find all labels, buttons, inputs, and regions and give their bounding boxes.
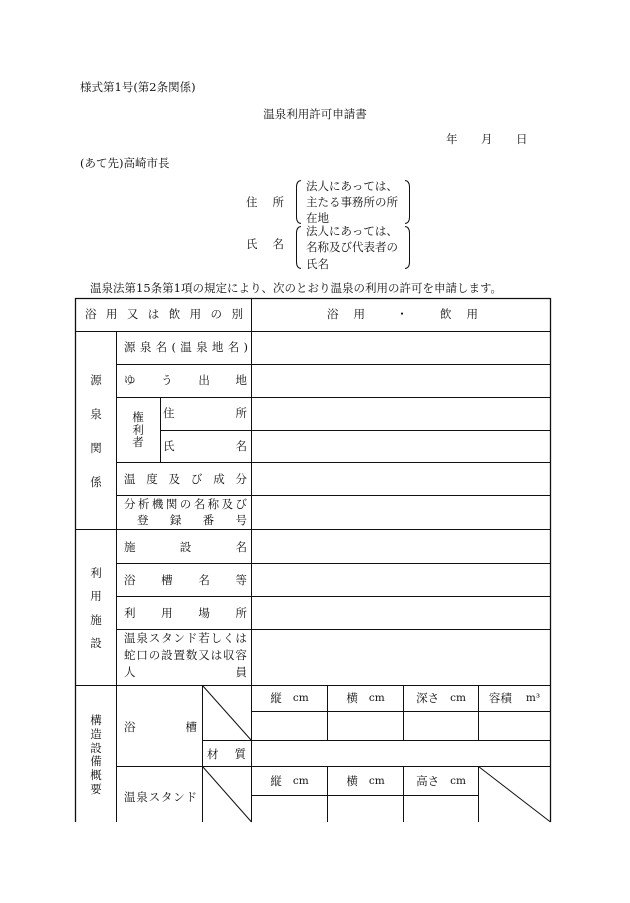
- col-label: 横: [346, 691, 358, 705]
- col-label: 容積: [488, 691, 512, 705]
- right-holder-label: 権 利 者: [132, 410, 144, 449]
- right-holder-name-label: 氏 名: [163, 439, 247, 453]
- stand-col-width: [328, 775, 403, 787]
- date-year-label: 年: [446, 132, 458, 146]
- col-unit: cm: [292, 775, 309, 787]
- applicant-name-label: 氏 名: [246, 237, 284, 251]
- usage-option-separator: ・: [396, 307, 408, 321]
- col-label: 縦: [270, 774, 282, 788]
- facility-name-label: 施 設 名: [124, 540, 247, 554]
- col-unit: cm: [450, 775, 466, 787]
- diagonal-slash-lines: [203, 686, 551, 823]
- section-label-structure: 構 造 設 備 概 要: [90, 713, 102, 796]
- name-note-line-2: 名称及び代表者の: [306, 240, 398, 254]
- address-note-line-1: 法人にあっては、: [306, 179, 398, 193]
- intro-sentence: 温泉法第15条第1項の規定により、次のとおり温泉の利用の許可を申請します。: [90, 281, 503, 295]
- col-label: 高さ: [416, 774, 440, 788]
- col-unit: cm: [368, 692, 385, 704]
- col-label: 深さ: [416, 691, 440, 705]
- col-unit: cm: [368, 775, 385, 787]
- applicant-address-label: 住 所: [246, 195, 284, 209]
- col-unit: m³: [525, 692, 541, 704]
- bathtub-col-length: [252, 692, 327, 704]
- analysis-agency-label-line-1: 分 析 機 関 の 名 称 及 び: [124, 497, 247, 511]
- stand-col-height: [404, 775, 478, 787]
- capacity-label-line-3: 人 員: [124, 665, 247, 679]
- address-note-line-3: 在地: [306, 211, 329, 225]
- page-title: 温泉利用許可申請書: [263, 107, 367, 121]
- spring-name-label: 源 泉 名 ( 温 泉 地 名 ): [124, 340, 248, 354]
- section-label-source: 源 泉 関 係: [90, 373, 102, 489]
- name-note-line-3: 氏名: [306, 257, 329, 271]
- bathtub-col-width: [328, 692, 403, 704]
- form-number: 様式第1号(第2条関係): [80, 80, 196, 94]
- usage-location-label: 利 用 場 所: [124, 606, 247, 620]
- bathtub-col-volume: [479, 692, 550, 704]
- bathtub-col-depth: [404, 692, 478, 704]
- bath-name-label: 浴 槽 名 等: [124, 573, 247, 587]
- col-label: 縦: [270, 691, 282, 705]
- outflow-location-label: ゆ う 出 地: [124, 373, 247, 387]
- bathtub-label: 浴 槽: [124, 720, 197, 734]
- capacity-label-line-2: 蛇 口 の 設 置 数 又 は 収 容: [124, 648, 247, 662]
- usage-option-drink: 飲 用: [440, 307, 478, 321]
- capacity-label-line-1: 温 泉 ス タ ン ド 若 し く は: [124, 631, 247, 645]
- usage-option-bath: 浴 用: [327, 307, 365, 321]
- right-holder-address-label: 住 所: [163, 406, 247, 420]
- analysis-agency-label-line-2: 登 録 番 号: [137, 513, 247, 527]
- usage-type-label: 浴 用 又 は 飲 用 の 別: [85, 307, 243, 321]
- col-unit: cm: [292, 692, 309, 704]
- bathtub-material-label: 材 質: [207, 747, 246, 761]
- date-month-label: 月: [481, 132, 493, 146]
- date-day-label: 日: [516, 132, 528, 146]
- col-unit: cm: [450, 692, 466, 704]
- section-label-facility: 利 用 施 設: [90, 566, 102, 650]
- spring-stand-label: 温 泉 ス タ ン ド: [124, 790, 197, 804]
- stand-col-length: [252, 775, 327, 787]
- address-note-line-2: 主たる事務所の所: [306, 195, 398, 209]
- name-note-line-1: 法人にあっては、: [306, 224, 398, 238]
- temperature-components-label: 温 度 及 び 成 分: [124, 472, 247, 486]
- col-label: 横: [346, 774, 358, 788]
- addressee: (あて先)高崎市長: [80, 156, 170, 170]
